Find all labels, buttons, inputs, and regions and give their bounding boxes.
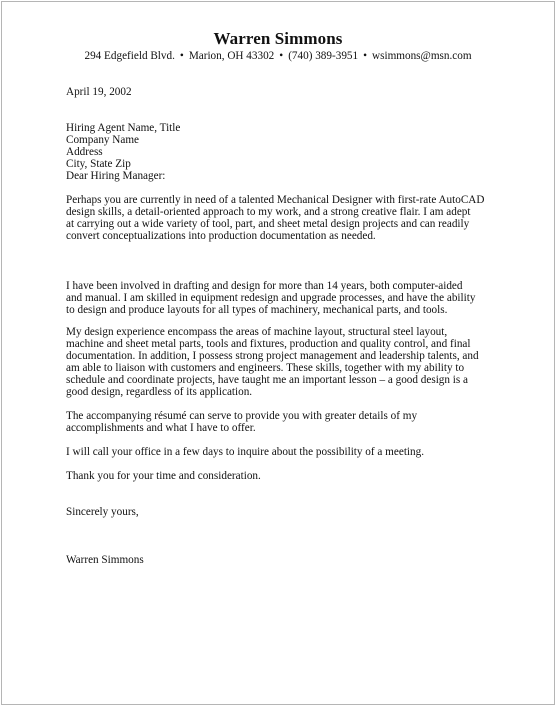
separator-bullet: • (279, 50, 284, 62)
paragraph-6 (66, 470, 506, 482)
paragraph-1 (66, 194, 506, 242)
paragraph-4 (66, 410, 506, 434)
paragraph-line: schedule and coordinate projects, have taught me an important lesson – a good design is a (66, 374, 469, 386)
paragraph-line: The accompanying résumé can serve to provide you with greater details of my (66, 410, 418, 422)
sender-phone: (740) 389-3951 (288, 50, 359, 62)
recipient-block (66, 122, 506, 170)
paragraph-line: design skills, a detail-oriented approach to my work, and a strong creative flair. I am adept (66, 206, 471, 218)
paragraph-line: machine and sheet metal parts, tools and fixtures, production and quality control, and final (66, 338, 471, 350)
sender-contact-line (0, 50, 556, 62)
paragraph-line: convert conceptualizations into production documentation as needed. (66, 230, 376, 242)
paragraph-line: Perhaps you are currently in need of a talented Mechanical Designer with first-rate AutoCAD (66, 194, 485, 206)
paragraph-line: accomplishments and what I have to offer. (66, 422, 256, 434)
paragraph-2 (66, 280, 506, 316)
separator-bullet: • (179, 50, 184, 62)
signature-name: Warren Simmons (66, 554, 144, 566)
recipient-address: Address (66, 146, 103, 158)
recipient-company: Company Name (66, 134, 140, 146)
paragraph-line: am able to liaison with customers and engineers. These skills, together with my ability to (66, 362, 465, 374)
paragraph-line: to design and produce layouts for all types of machinery, mechanical parts, and tools. (66, 304, 448, 316)
sender-name: Warren Simmons (213, 29, 343, 48)
sender-city: Marion, OH 43302 (188, 50, 275, 62)
closing: Sincerely yours, (66, 506, 139, 518)
paragraph-3 (66, 326, 506, 398)
paragraph-line: I have been involved in drafting and design for more than 14 years, both computer-aided (66, 280, 463, 292)
paragraph-line: good design, regardless of its application. (66, 386, 253, 398)
paragraph-line: My design experience encompass the areas of machine layout, structural steel layout, (66, 326, 448, 338)
sender-address: 294 Edgefield Blvd. (84, 50, 175, 62)
recipient-name-title: Hiring Agent Name, Title (66, 122, 181, 134)
paragraph-line: at carrying out a wide variety of tool, part, and sheet metal design projects and can readily (66, 218, 470, 230)
letter-date: April 19, 2002 (66, 86, 132, 98)
paragraph-line: documentation. In addition, I possess strong project management and leadership talents, and (66, 350, 479, 362)
paragraph-5 (66, 446, 506, 458)
paragraph-line: and manual. I am skilled in equipment redesign and upgrade processes, and have the ability (66, 292, 476, 304)
separator-bullet: • (363, 50, 368, 62)
paragraph-line: Thank you for your time and consideration. (66, 470, 261, 482)
recipient-city-state-zip: City, State Zip (66, 158, 131, 170)
salutation: Dear Hiring Manager: (66, 170, 166, 182)
sender-email: wsimmons@msn.com (372, 50, 472, 62)
paragraph-line: I will call your office in a few days to inquire about the possibility of a meeting. (66, 446, 425, 458)
